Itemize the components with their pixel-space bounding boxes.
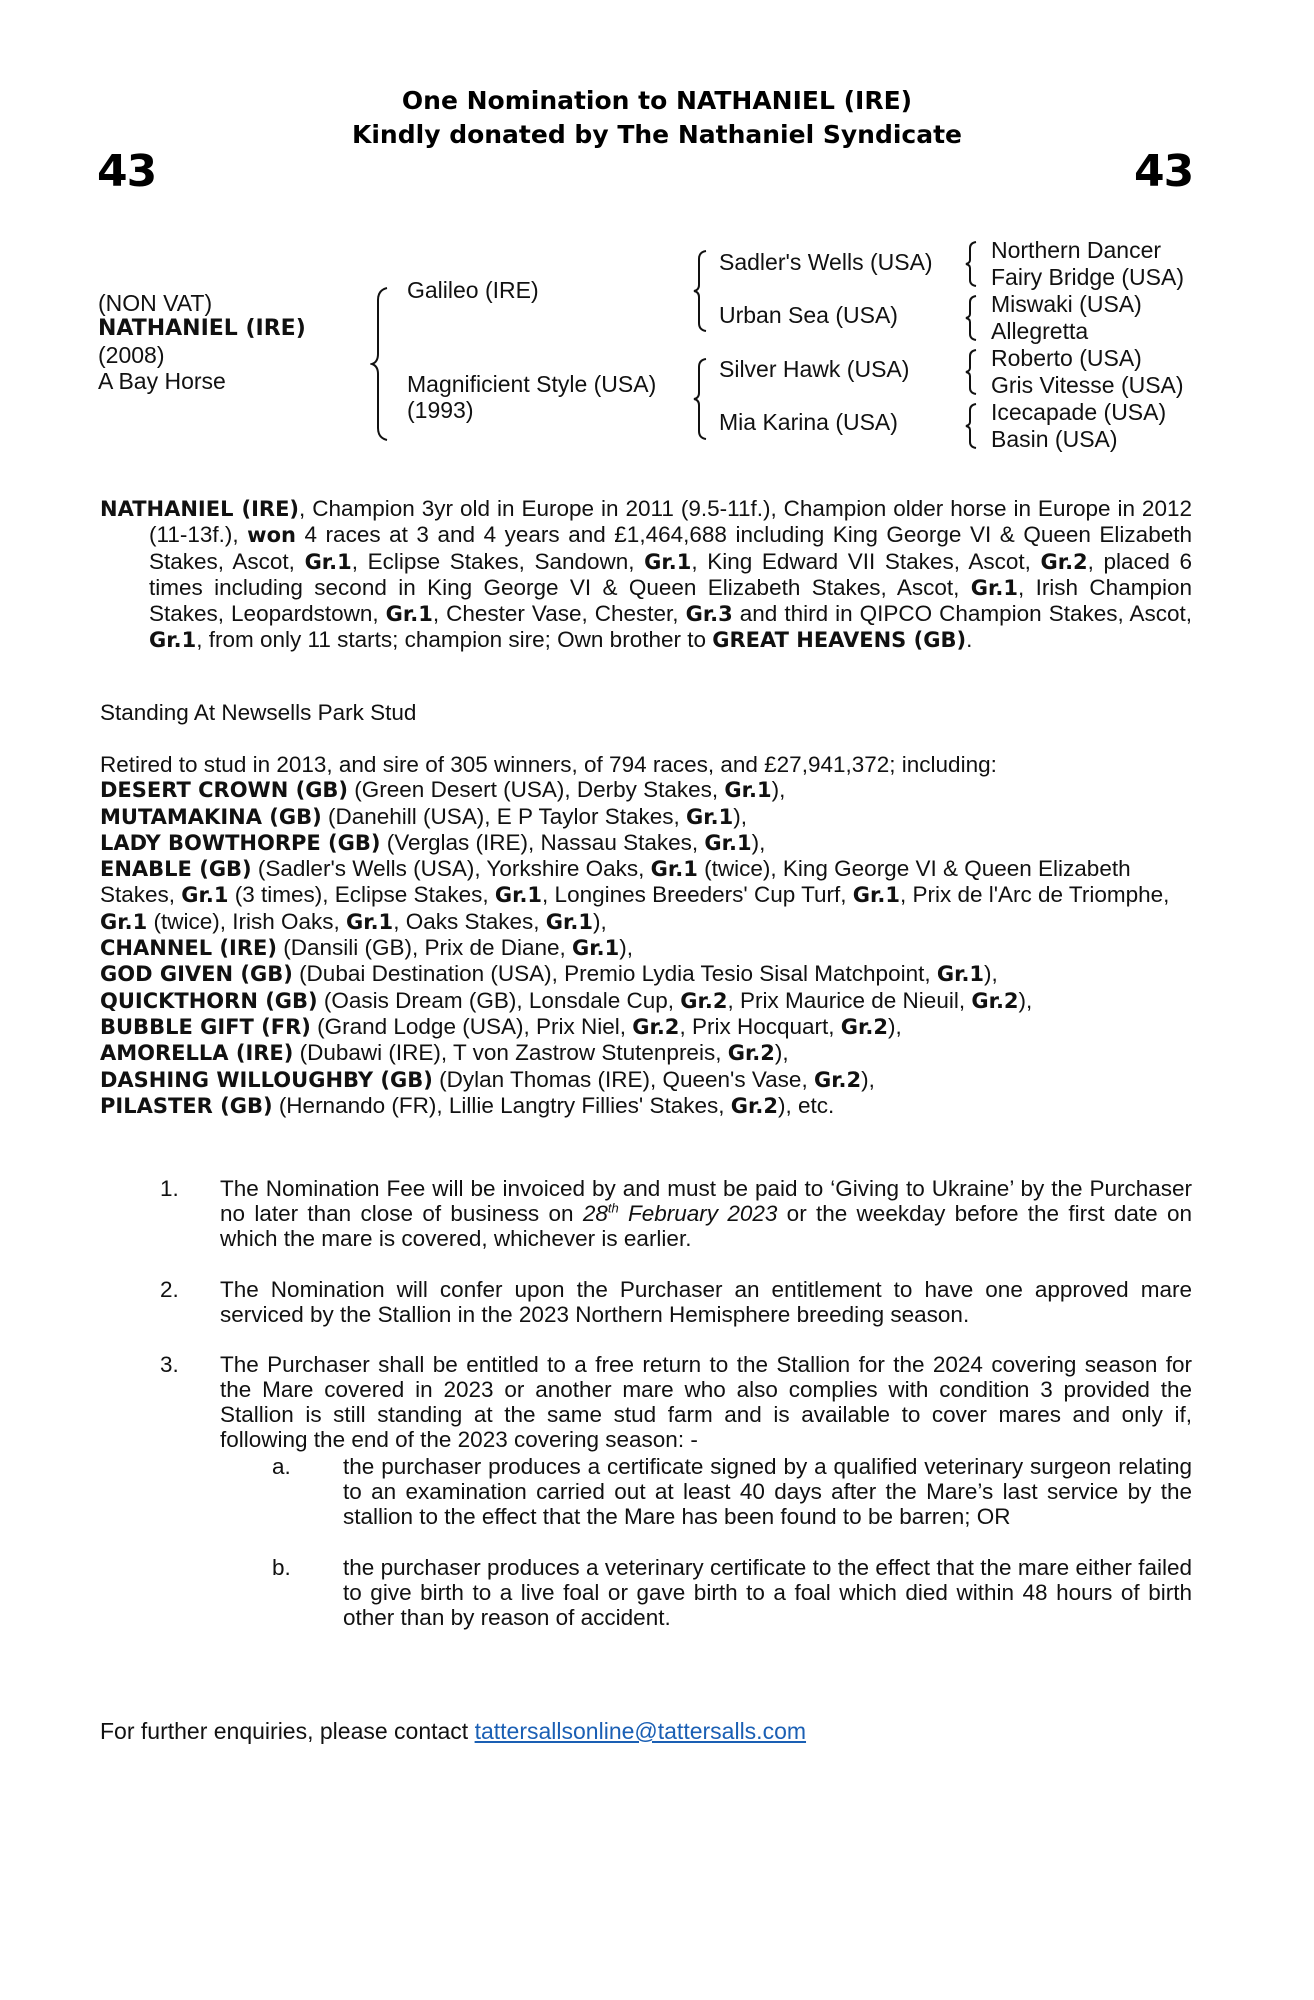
progeny-detail: ), [1018,987,1033,1013]
progeny-detail: ), [733,803,747,829]
progeny-detail: (Green Desert (USA), Derby Stakes, [348,777,725,803]
pedigree-bracket-gen3 [964,240,978,288]
pedigree-bracket-gen1 [370,286,390,442]
lot-number-right: 43 [1134,146,1194,197]
grade-label: Gr.1 [704,830,752,855]
grandparent: Sadler's Wells (USA) [719,249,933,275]
progeny-entry [100,830,1192,856]
progeny-name: PILASTER (GB) [100,1093,273,1118]
stud-record-intro: Retired to stud in 2013, and sire of 305 winners, of 794 races, and £27,941,372; including: [100,752,997,777]
grandparent: Mia Karina (USA) [719,409,898,435]
stud-record [100,752,1192,1119]
progeny-detail: , Prix Maurice de Nieuil, [727,987,972,1013]
progeny-detail: (twice), Irish Oaks, [147,908,346,934]
progeny-entry [100,777,1192,803]
grade-label: Gr.1 [385,602,433,627]
progeny-detail: (Danehill (USA), E P Taylor Stakes, [321,803,687,829]
progeny-entry [100,961,1192,987]
condition-number: 3. [160,1352,179,1377]
standing-at: Standing At Newsells Park Stud [100,700,417,725]
progeny-detail: (3 times), Eclipse Stakes, [228,882,495,908]
progeny-name: BUBBLE GIFT (FR) [100,1014,311,1039]
grade-label: Gr.1 [181,883,229,908]
progeny-entry [100,1014,1192,1040]
race-record-horse-name: NATHANIEL (IRE) [100,497,300,521]
grade-label: Gr.1 [345,909,394,934]
progeny-detail: (Sadler's Wells (USA), Yorkshire Oaks, [251,856,651,882]
progeny-list [100,777,1192,1119]
subitem-text: the purchaser produces a certificate signed by a qualified veterinary surgeon relating to an examination carried out at least 40 days after the Mare’s last service by the stallion to the effect that the Mare has been found to be barren; OR [343,1454,1192,1529]
progeny-detail: ), [771,777,786,803]
grade-label: Gr.3 [685,602,733,627]
grade-label: Gr.2 [813,1067,862,1092]
progeny-name: GOD GIVEN (GB) [100,962,293,987]
great-grandparent: Gris Vitesse (USA) [991,372,1184,398]
title-line-2: Kindly donated by The Nathaniel Syndicate [351,120,963,149]
grade-label: Gr.2 [730,1093,778,1118]
great-grandparent: Roberto (USA) [991,345,1142,371]
grade-label: Gr.1 [100,909,148,934]
progeny-entry [100,935,1192,961]
grade-label: Gr.1 [644,549,692,574]
horse-description: A Bay Horse [98,368,226,394]
progeny-detail: ), [984,961,998,987]
grade-label: Gr.1 [149,628,197,653]
progeny-detail: ), [774,1040,789,1066]
sibling-name: GREAT HEAVENS (GB) [712,628,967,653]
progeny-detail: (Dubai Destination (USA), Premio Lydia Tesio Sisal Matchpoint, [292,961,937,987]
progeny-name: MUTAMAKINA (GB) [100,804,322,829]
grade-label: Gr.2 [727,1041,775,1066]
progeny-detail: ), [619,935,633,961]
condition-text: The Purchaser shall be entitled to a free return to the Stallion for the 2024 covering season for the Mare covered in 2023 or another mare who also complies with condition 3 provided the Stallion is still standing at the same stud farm and is available to cover mares and only if, following the end of the 2023 covering season: - [220,1352,1192,1452]
grade-label: Gr.2 [680,988,728,1013]
progeny-detail: , Longines Breeders' Cup Turf, [542,882,853,908]
condition-number: 1. [160,1176,179,1201]
dam: Magnificient Style (USA) [407,371,657,397]
grandparent: Silver Hawk (USA) [719,356,910,382]
horse-year: (2008) [98,342,165,368]
great-grandparent: Icecapade (USA) [991,399,1167,425]
progeny-name: LADY BOWTHORPE (GB) [100,830,381,855]
contact-email-link[interactable]: tattersallsonline@tattersalls.com [474,1718,807,1744]
progeny-entry [100,1093,1192,1119]
footer-contact: For further enquiries, please contact tattersallsonline@tattersalls.com [100,1718,807,1744]
progeny-detail: ), [592,908,607,934]
grade-label: Gr.1 [572,936,620,961]
progeny-entry [100,988,1192,1014]
pedigree-bracket-dam [692,357,708,441]
condition-subitem [272,1555,1192,1630]
title-line-1: One Nomination to NATHANIEL (IRE) [401,86,913,115]
grade-label: Gr.1 [686,804,734,829]
grade-label: Gr.1 [970,575,1018,600]
condition-subitem [272,1454,1192,1529]
progeny-name: CHANNEL (IRE) [100,936,277,961]
condition-item [160,1352,1192,1452]
progeny-detail: , Prix Hocquart, [679,1013,841,1039]
race-record: NATHANIEL (IRE), Champion 3yr old in Europe in 2011 (9.5-11f.), Champion older horse in Europe in 2012 (11-13f.), won 4 races at 3 and 4 years and £1,464,688 including King George VI & Queen Elizabeth Stakes, Ascot, Gr.1, Eclipse Stakes, Sandown, Gr.1, King Edward VII Stakes, Ascot, Gr.2, placed 6 times including second in King George VI & Queen Elizabeth Stakes, Ascot, Gr.1, Irish Champion Stakes, Leopardstown, Gr.1, Chester Vase, Chester, Gr.3 and third in QIPCO Champion Stakes, Ascot, Gr.1, from only 11 starts; champion sire; Own brother to GREAT HEAVENS (GB). [100,496,1193,653]
grade-label: Gr.1 [724,778,772,803]
progeny-detail: (Verglas (IRE), Nassau Stakes, [380,829,705,855]
progeny-name: DESERT CROWN (GB) [100,778,349,803]
progeny-name: AMORELLA (IRE) [100,1041,294,1066]
progeny-entry [100,804,1192,830]
progeny-detail: (twice), King George VI & Queen Elizabeth Stakes, [100,856,1131,908]
condition-item [160,1176,1192,1251]
condition-text: The Nomination will confer upon the Purchaser an entitlement to have one approved mare serviced by the Stallion in the 2023 Northern Hemisphere breeding season. [220,1277,1192,1327]
subitem-text: the purchaser produces a veterinary certificate to the effect that the mare either failed to give birth to a live foal or gave birth to a foal which died within 48 hours of birth other than by reason of accident. [343,1555,1192,1630]
progeny-detail: (Dylan Thomas (IRE), Queen's Vase, [432,1066,814,1092]
grade-label: Gr.2 [1040,549,1088,574]
condition-number: 2. [160,1277,179,1302]
grade-label: Gr.1 [545,909,593,934]
condition-item [160,1277,1192,1327]
progeny-detail: ), [751,829,766,855]
pedigree-bracket-sire [692,249,708,333]
progeny-detail: (Grand Lodge (USA), Prix Niel, [310,1013,633,1039]
grade-label: Gr.1 [650,857,698,882]
great-grandparent: Basin (USA) [991,426,1118,452]
grade-label: Gr.1 [494,883,543,908]
progeny-entry [100,1040,1192,1066]
great-grandparent: Allegretta [991,318,1089,344]
progeny-name: ENABLE (GB) [100,857,252,882]
lot-number-left: 43 [97,146,157,197]
condition-text: The Nomination Fee will be invoiced by and must be paid to ‘Giving to Ukraine’ by the Purchaser no later than close of business on 28th February 2023 or the weekday before the first date on which the mare is covered, whichever is earlier. [220,1176,1192,1251]
progeny-entry [100,1067,1192,1093]
vat-status: (NON VAT) [98,290,213,316]
grade-label: Gr.2 [632,1014,680,1039]
great-grandparent: Miswaki (USA) [991,291,1142,317]
sire: Galileo (IRE) [407,277,539,303]
pedigree-bracket-gen3 [964,348,978,396]
progeny-detail: (Hernando (FR), Lillie Langtry Fillies' Stakes, [272,1092,731,1118]
grandparent: Urban Sea (USA) [719,302,898,328]
grade-label: Gr.1 [304,549,352,574]
pedigree-bracket-gen3 [964,402,978,450]
pedigree-bracket-gen3 [964,294,978,342]
subitem-letter: a. [272,1454,291,1479]
progeny-detail: , Oaks Stakes, [393,908,546,934]
progeny-detail: (Oasis Dream (GB), Lonsdale Cup, [317,987,681,1013]
grade-label: Gr.1 [852,883,900,908]
great-grandparent: Fairy Bridge (USA) [991,264,1184,290]
dam-year: (1993) [407,397,474,423]
progeny-detail: , Prix de l'Arc de Triomphe, [899,882,1170,908]
grade-label: Gr.2 [971,988,1019,1013]
grade-label: Gr.2 [840,1014,888,1039]
progeny-name: DASHING WILLOUGHBY (GB) [100,1067,433,1092]
horse-name: NATHANIEL (IRE) [98,316,306,341]
won-label: won [247,523,296,548]
subitem-letter: b. [272,1555,291,1580]
progeny-detail: (Dubawi (IRE), T von Zastrow Stutenpreis, [293,1040,728,1066]
progeny-name: QUICKTHORN (GB) [100,988,318,1013]
progeny-detail: ), [887,1013,902,1039]
progeny-detail: ), etc. [777,1092,835,1118]
horse-info [98,290,306,394]
progeny-entry [100,856,1192,935]
great-grandparent: Northern Dancer [991,237,1162,263]
progeny-detail: (Dansili (GB), Prix de Diane, [276,935,573,961]
grade-label: Gr.1 [936,962,985,987]
progeny-detail: ), [861,1066,875,1092]
